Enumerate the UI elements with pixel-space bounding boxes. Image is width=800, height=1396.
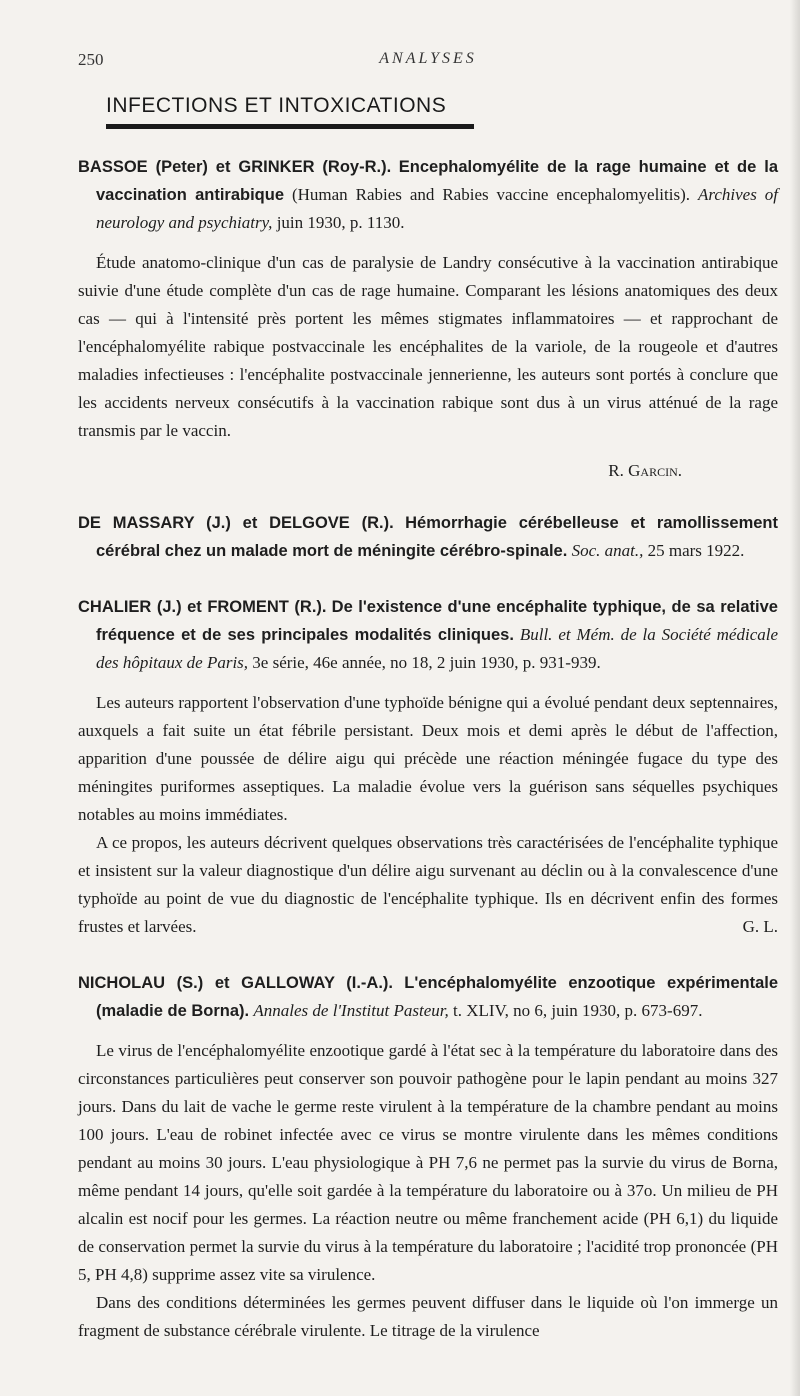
entry-bassoe-grinker	[78, 153, 778, 485]
entry-abstract	[78, 249, 778, 445]
reference	[78, 153, 778, 237]
entry-source: Archives of neurology and psychiatry,	[96, 185, 778, 232]
entry-translation: (Human Rabies and Rabies vaccine encephalomyelitis).	[291, 185, 691, 204]
abstract-paragraph: Le virus de l'encéphalomyélite enzootique gardé à l'état sec à la température du laboratoire dans des circonstances particulières peut conserver son pouvoir pathogène pour le lapin pendant au moins 327 jours. Dans du lait de vache le germe reste virulent à la température de la chambre pendant au moins 100 jours. L'eau de robinet infectée avec ce virus se montre virulente dans les mêmes conditions pendant au moins 30 jours. L'eau physiologique à PH 7,6 ne permet pas la survie du virus de Borna, même pendant 14 jours, qu'elle soit gardée à la température du laboratoire ou à 37o. Un milieu de PH alcalin est nocif pour les germes. La réaction neutre ou même franchement acide (PH 6,1) du liquide de conservation permet la survie du virus à la température du laboratoire ; l'acidité trop prononcée (PH 5, PH 4,8) supprime assez vite sa virulence.	[78, 1041, 778, 1284]
entry-source: Soc. anat.,	[571, 541, 644, 560]
page-edge-shadow	[790, 0, 800, 1396]
section-rule	[106, 124, 474, 129]
entry-title: L'encéphalomyélite enzootique expérimentale (maladie de Borna).	[96, 974, 779, 1020]
abstract-paragraph: Dans des conditions déterminées les germes peuvent diffuser dans le liquide où l'on immerge un fragment de substance cérébrale virulente. Le titrage de la virulence	[78, 1293, 778, 1340]
abstract-text: A ce propos, les auteurs décrivent quelques observations très caractérisées de l'encéphalite typhique et insistent sur la valeur diagnostique d'un délire aigu survenant au déclin ou à la convalescence d'une typhoïde au point de vue du diagnostic de l'encéphalite typhique. Ils en décrivent enfin des formes frustes et larvées.	[78, 833, 778, 936]
entry-chalier-froment	[78, 593, 778, 941]
journal-title: ANALYSES	[379, 50, 477, 67]
entry-signature: R. Garcin.	[608, 461, 682, 480]
running-head	[78, 44, 778, 74]
entry-abstract	[78, 1037, 778, 1345]
abstract-paragraph: Les auteurs rapportent l'observation d'une typhoïde bénigne qui a évolué pendant deux septennaires, auxquels a fait suite un état fébrile persistant. Deux mois et demi après le début de l'affection, apparition d'une poussée de délire aigu qui précède une réaction méningée fugace du type des méningites puriformes asseptiques. La maladie évolue vers la guérison sans séquelles psychiques notables au moins immédiates.	[78, 693, 778, 824]
entry-authors: DE MASSARY (J.) et DELGOVE (R.).	[78, 514, 394, 532]
entry-authors: CHALIER (J.) et FROMENT (R.).	[78, 598, 327, 616]
entry-title: Encephalomyélite de la rage humaine et de la vaccination antirabique	[96, 158, 779, 204]
abstract-paragraph: Étude anatomo-clinique d'un cas de paralysie de Landry consécutive à la vaccination antirabique suivie d'une étude complète d'un cas de rage humaine. Comparant les lésions anatomiques des deux cas — qui à l'intensité près portent les mêmes stigmates inflammatoires — et rapprochant de l'encéphalomyélite rabique postvaccinale les encéphalites de la variole, de la rougeole et d'autres maladies infectieuses : l'encéphalite postvaccinale jennerienne, les auteurs sont portés à conclure que les accidents nerveux consécutifs à la vaccination rabique sont dus à un virus atténué de la rage transmis par le vaccin.	[78, 253, 778, 440]
entry-details: 25 mars 1922.	[647, 541, 745, 560]
entry-authors: NICHOLAU (S.) et GALLOWAY (I.-A.).	[78, 974, 393, 992]
entry-de-massary-delgove	[78, 509, 778, 565]
entry-source: Bull. et Mém. de la Société médicale des hôpitaux de Paris,	[96, 625, 779, 672]
page-number: 250	[78, 50, 104, 69]
entry-details: t. XLIV, no 6, juin 1930, p. 673-697.	[452, 1001, 703, 1020]
reference	[78, 593, 778, 677]
entry-details: juin 1930, p. 1130.	[276, 213, 405, 232]
reference	[78, 969, 778, 1025]
entry-source: Annales de l'Institut Pasteur,	[253, 1001, 449, 1020]
reference	[78, 509, 778, 565]
entry-nicholau-galloway	[78, 969, 778, 1345]
entry-title: De l'existence d'une encéphalite typhique, de sa relative fréquence et de ses principales modalités cliniques.	[96, 598, 778, 644]
entry-abstract	[78, 689, 778, 941]
section-title: INFECTIONS ET INTOXICATIONS	[106, 94, 447, 117]
entry-signature: G. L.	[742, 917, 778, 936]
entry-details: 3e série, 46e année, no 18, 2 juin 1930, p. 931-939.	[252, 653, 601, 672]
entry-authors: BASSOE (Peter) et GRINKER (Roy-R.).	[78, 158, 392, 176]
abstract-paragraph	[78, 829, 778, 941]
entry-title: Hémorrhagie cérébelleuse et ramollissement cérébral chez un malade mort de méningite cérébro-spinale.	[96, 514, 778, 560]
